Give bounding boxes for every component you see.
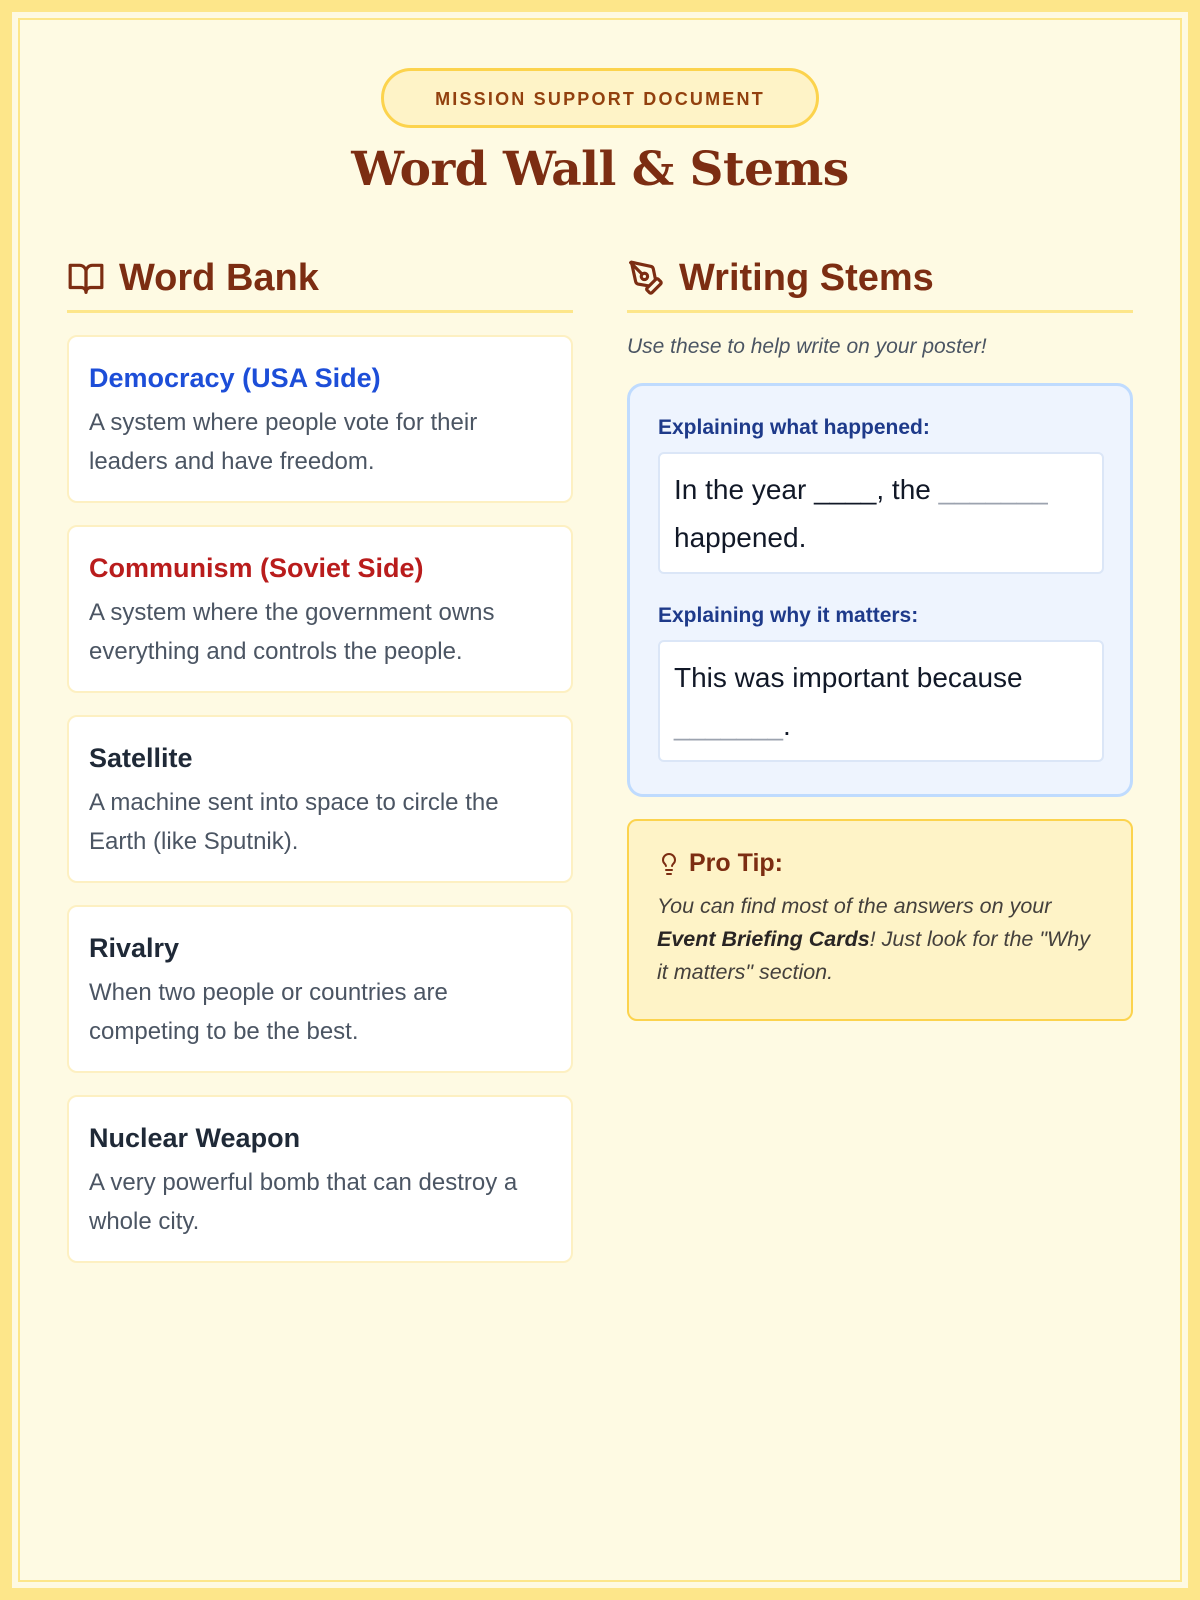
stems-hint: Use these to help write on your poster! — [627, 335, 987, 358]
word-card-communism — [67, 525, 573, 693]
word-bank-title: Word Bank — [119, 256, 319, 299]
word-bank-header — [67, 250, 573, 313]
stem-card — [658, 640, 1104, 762]
stems-box — [627, 383, 1133, 797]
word-term: Rivalry — [89, 933, 180, 963]
stem-label: Explaining what happened: — [658, 416, 930, 439]
stem-text-end: . — [783, 710, 791, 741]
word-definition: A machine sent into space to circle the Earth (like Sputnik). — [89, 789, 499, 855]
pro-tip-body — [657, 890, 1103, 989]
writing-stems-section — [627, 250, 1133, 1021]
mission-badge: MISSION SUPPORT DOCUMENT — [381, 68, 819, 128]
pro-tip-text-end: ! Just look for the "Why it matters" section. — [657, 927, 1090, 984]
word-card-nuclear-weapon — [67, 1095, 573, 1263]
pro-tip-emphasis: Event Briefing Cards — [657, 927, 870, 951]
stem-label: Explaining why it matters: — [658, 604, 919, 627]
word-card-democracy — [67, 335, 573, 503]
pen-tool-icon — [627, 259, 665, 297]
writing-stems-header — [627, 250, 1133, 313]
page-title: Word Wall & Stems — [351, 142, 849, 197]
word-definition: A system where people vote for their leaders and have freedom. — [89, 409, 478, 475]
word-term: Democracy (USA Side) — [89, 363, 381, 393]
stem-text: This was important because — [674, 662, 1023, 693]
word-list — [67, 335, 573, 1263]
pro-tip-text: You can find most of the answers on your — [657, 894, 1052, 918]
pro-tip-header — [657, 849, 1103, 878]
document-header — [12, 68, 1188, 197]
word-definition: A very powerful bomb that can destroy a whole city. — [89, 1169, 518, 1235]
pro-tip-box — [627, 819, 1133, 1021]
word-bank-section — [67, 250, 573, 1285]
word-definition: When two people or countries are competing to be the best. — [89, 979, 448, 1045]
pro-tip-title: Pro Tip: — [689, 849, 783, 877]
word-definition: A system where the government owns everything and controls the people. — [89, 599, 495, 665]
stem-text-end: happened. — [674, 522, 807, 553]
writing-stems-title: Writing Stems — [679, 256, 934, 299]
word-term: Communism (Soviet Side) — [89, 553, 424, 583]
word-card-satellite — [67, 715, 573, 883]
lightbulb-icon — [657, 852, 681, 876]
word-term: Satellite — [89, 743, 193, 773]
book-open-icon — [67, 259, 105, 297]
stem-blank: _______ — [674, 710, 784, 741]
word-term: Nuclear Weapon — [89, 1123, 301, 1153]
stem-text: In the year ____, the — [674, 474, 939, 505]
stem-blank: _______ — [938, 474, 1048, 505]
stem-card — [658, 452, 1104, 574]
word-card-rivalry — [67, 905, 573, 1073]
